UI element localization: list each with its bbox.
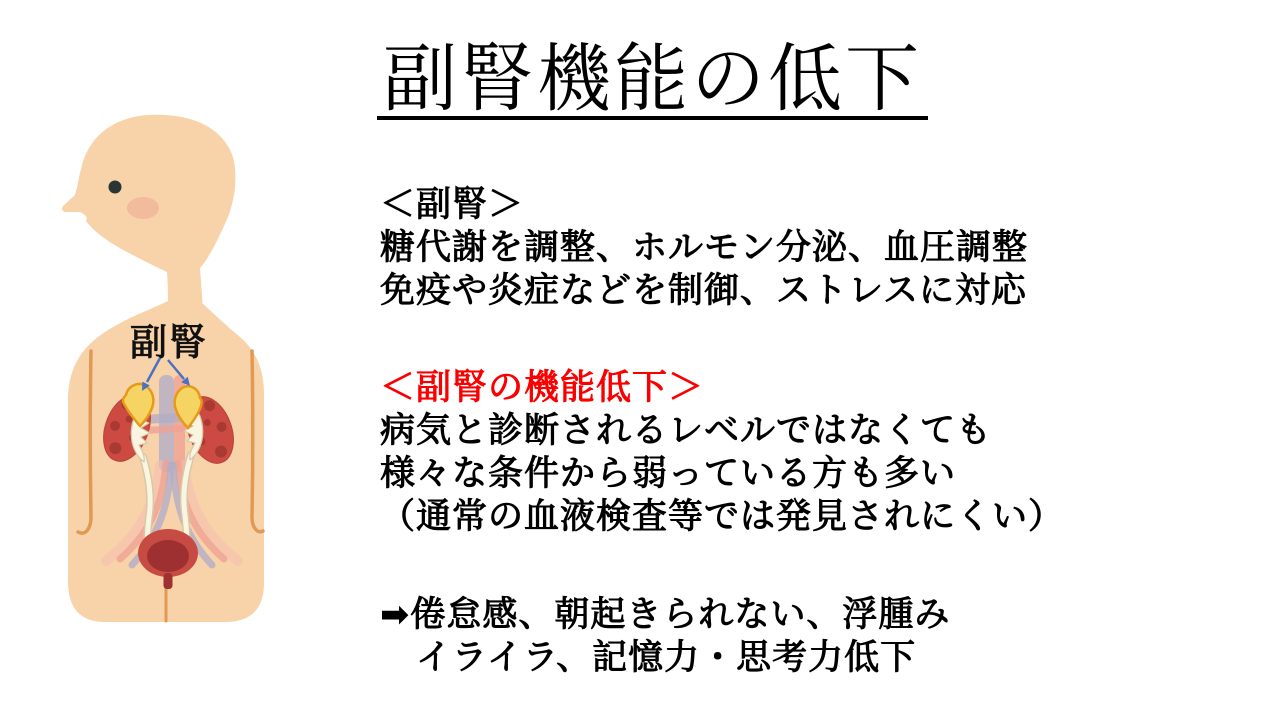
section-heading-red: ＜副腎の機能低下＞: [380, 368, 705, 407]
person-anatomy-figure: [60, 105, 270, 625]
adrenal-label: 副腎: [130, 322, 208, 363]
text-line: イライラ、記憶力・思考力低下: [380, 638, 917, 677]
text-line: 様々な条件から弱っている方も多い: [380, 454, 957, 493]
section-adrenal-decline: [380, 366, 1064, 538]
text-line: 病気と診断されるレベルではなくても: [380, 411, 993, 450]
text-line: 糖代謝を調整、ホルモン分泌、血圧調整: [380, 228, 1029, 267]
eye-dot: [109, 181, 122, 194]
text-line: 免疫や炎症などを制御、ストレスに対応: [380, 271, 1027, 310]
section-adrenal-function: [380, 183, 1064, 312]
cheek-blush: [127, 197, 159, 219]
text-line: ➡倦怠感、朝起きられない、浮腫み: [380, 595, 951, 634]
page-title: 副腎機能の低下: [377, 44, 928, 120]
section-heading: ＜副腎＞: [380, 185, 525, 224]
section-symptoms: [380, 593, 1064, 679]
text-line: （通常の血液検査等では発見されにくい）: [380, 497, 1065, 536]
slide-text: [380, 183, 1064, 679]
